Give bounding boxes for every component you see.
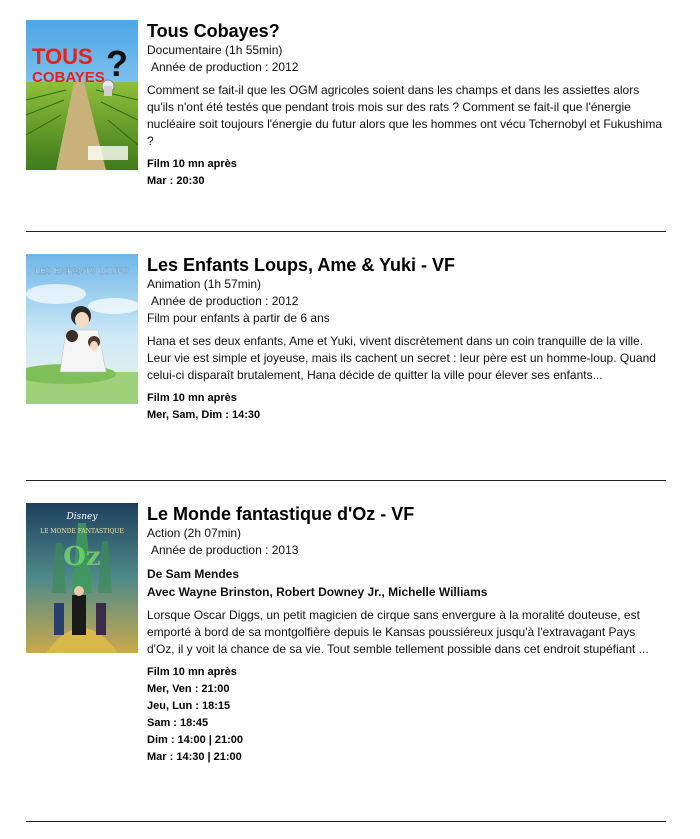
session-time: Dim : 14:00 | 21:00 — [147, 734, 244, 746]
poster-image-oz — [26, 503, 138, 653]
poster-image-enfants-loups — [26, 254, 138, 404]
film-poster[interactable] — [26, 254, 138, 404]
poster-title: LES ENFANTS LOUPS — [34, 266, 130, 276]
film-sessions — [147, 156, 662, 190]
session-time: Mer, Ven : 21:00 — [147, 683, 230, 695]
film-title[interactable]: Le Monde fantastique d'Oz - VF — [147, 504, 415, 524]
film-title[interactable]: Les Enfants Loups, Ame & Yuki - VF — [147, 255, 456, 275]
film-production-year: Année de production : 2012 — [151, 294, 299, 308]
film-synopsis: Lorsque Oscar Diggs, un petit magicien de cirque sans envergure à la moralité douteuse, est emporté à bord de sa montgolfière depuis le Kansas poussiéreux jusqu'à l'extravagant Pays d'Oz, il y voit la chance de sa vie. Tout semble tellement possible dans cet endroit stupéfiant ... — [147, 608, 649, 656]
poster-title-line: LE MONDE FANTASTIQUE — [40, 528, 124, 535]
session-time: Mar : 14:30 | 21:00 — [147, 751, 242, 763]
poster-oz: Oz — [63, 542, 101, 572]
sessions-label: Film 10 mn après — [147, 158, 237, 170]
poster-title-line1: TOUS — [32, 44, 93, 69]
film-poster[interactable] — [26, 20, 138, 170]
film-credits — [147, 565, 662, 601]
film-production-year: Année de production : 2013 — [151, 543, 299, 557]
divider — [26, 231, 666, 232]
film-production-year: Année de production : 2012 — [151, 60, 299, 74]
film-genre-duration: Animation (1h 57min) — [147, 277, 262, 291]
divider — [26, 821, 666, 822]
divider — [26, 480, 666, 481]
session-time: Sam : 18:45 — [147, 717, 209, 729]
film-poster[interactable] — [26, 503, 138, 653]
poster-title-line2: COBAYES — [32, 69, 105, 86]
session-time: Jeu, Lun : 18:15 — [147, 700, 231, 712]
session-time: Mar : 20:30 — [147, 175, 205, 187]
film-sessions — [147, 664, 662, 766]
film-info — [147, 20, 662, 190]
film-genre-duration: Documentaire (1h 55min) — [147, 43, 283, 57]
poster-image-tous-cobayes — [26, 20, 138, 170]
film-title[interactable]: Tous Cobayes? — [147, 21, 280, 41]
session-time: Mer, Sam, Dim : 14:30 — [147, 409, 261, 421]
film-synopsis: Hana et ses deux enfants, Ame et Yuki, vivent discrètement dans un coin tranquille de la ville. Leur vie est simple et joyeuse, mais ils cachent un secret : leur père est un homme-loup. Quand celui-ci disparaît brutalement, Hana décide de quitter la ville pour élever ses enfants... — [147, 334, 656, 382]
film-sessions — [147, 390, 662, 424]
film-genre-duration: Action (2h 07min) — [147, 526, 242, 540]
sessions-label: Film 10 mn après — [147, 392, 237, 404]
film-audience: Film pour enfants à partir de 6 ans — [147, 311, 330, 325]
film-director: De Sam Mendes — [147, 567, 240, 581]
film-info — [147, 503, 662, 766]
film-synopsis: Comment se fait-il que les OGM agricoles soient dans les champs et dans les assiettes alors qu'ils n'ont été testés que pendant trois mois sur des rats ? Comment se fait-il que l'énergie nucléaire soit toujours l'énergie du futur alors que les hommes ont vécu Tchernobyl et Fukushima ? — [147, 83, 663, 148]
poster-question-mark: ? — [106, 43, 128, 84]
poster-studio: Disney — [66, 512, 98, 522]
film-cast: Avec Wayne Brinston, Robert Downey Jr., Michelle Williams — [147, 585, 488, 599]
film-info — [147, 254, 662, 424]
sessions-label: Film 10 mn après — [147, 666, 237, 678]
